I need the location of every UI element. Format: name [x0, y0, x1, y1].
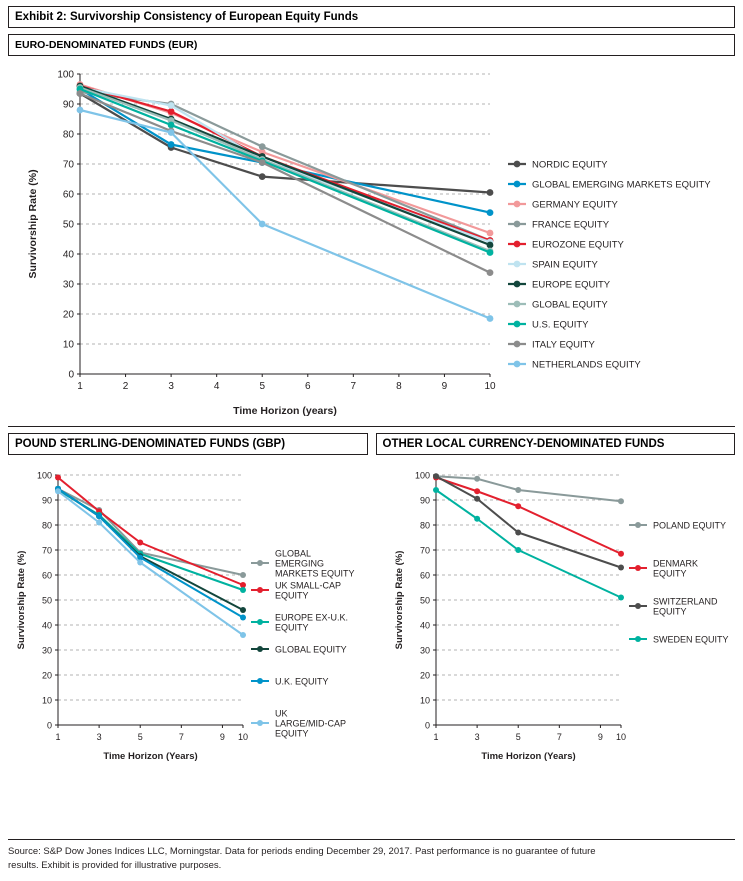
svg-text:30: 30: [41, 645, 52, 656]
svg-text:7: 7: [178, 732, 184, 742]
svg-text:EMERGING: EMERGING: [275, 558, 325, 569]
svg-text:10: 10: [62, 339, 74, 351]
svg-text:80: 80: [41, 520, 52, 531]
svg-text:5: 5: [137, 732, 143, 742]
svg-text:100: 100: [36, 470, 52, 481]
svg-text:40: 40: [419, 620, 430, 631]
svg-text:10: 10: [237, 732, 249, 742]
svg-text:40: 40: [62, 249, 74, 261]
svg-text:1: 1: [55, 732, 61, 742]
svg-text:10: 10: [419, 695, 430, 706]
svg-text:6: 6: [304, 381, 311, 392]
svg-text:70: 70: [419, 545, 430, 556]
source-line-2: results. Exhibit is provided for illustrative purposes.: [8, 860, 222, 872]
svg-text:30: 30: [419, 645, 430, 656]
svg-text:Time Horizon (Years): Time Horizon (Years): [103, 751, 198, 762]
svg-text:UK SMALL-CAP: UK SMALL-CAP: [275, 580, 342, 591]
svg-text:1: 1: [77, 381, 83, 392]
svg-text:3: 3: [168, 381, 174, 392]
svg-text:POLAND EQUITY: POLAND EQUITY: [653, 520, 727, 531]
svg-text:4: 4: [213, 381, 220, 392]
svg-text:10: 10: [41, 695, 52, 706]
svg-text:20: 20: [419, 670, 430, 681]
svg-text:SPAIN EQUITY: SPAIN EQUITY: [532, 259, 598, 271]
svg-text:DENMARK: DENMARK: [653, 558, 699, 569]
svg-text:U.S. EQUITY: U.S. EQUITY: [532, 319, 589, 331]
chart-other-currency: [376, 463, 736, 783]
svg-text:7: 7: [556, 732, 562, 742]
svg-text:SWEDEN EQUITY: SWEDEN EQUITY: [653, 634, 729, 645]
section-header-gbp: POUND STERLING-DENOMINATED FUNDS (GBP): [8, 433, 368, 455]
source-note: [8, 839, 735, 873]
svg-text:UK: UK: [275, 708, 288, 719]
svg-text:9: 9: [441, 381, 448, 392]
svg-text:FRANCE EQUITY: FRANCE EQUITY: [532, 219, 610, 231]
svg-text:60: 60: [41, 570, 52, 581]
svg-text:100: 100: [57, 69, 74, 81]
svg-text:EUROPE EX-U.K.: EUROPE EX-U.K.: [275, 612, 349, 623]
svg-text:100: 100: [414, 470, 430, 481]
svg-text:Time Horizon (Years): Time Horizon (Years): [481, 751, 576, 762]
svg-text:60: 60: [62, 189, 74, 201]
bottom-charts-row: [8, 461, 735, 783]
svg-text:SWITZERLAND: SWITZERLAND: [653, 596, 718, 607]
svg-text:30: 30: [62, 279, 74, 291]
svg-text:3: 3: [474, 732, 480, 742]
divider: [8, 426, 735, 427]
exhibit-title: Exhibit 2: Survivorship Consistency of European Equity Funds: [8, 6, 735, 28]
svg-text:0: 0: [424, 720, 430, 731]
svg-text:20: 20: [41, 670, 52, 681]
svg-text:GERMANY EQUITY: GERMANY EQUITY: [532, 199, 618, 211]
svg-text:3: 3: [96, 732, 102, 742]
chart-euro-denominated: [8, 60, 735, 420]
svg-text:20: 20: [62, 309, 74, 321]
svg-text:70: 70: [62, 159, 74, 171]
chart-gbp-denominated: [8, 463, 368, 783]
svg-text:MARKETS EQUITY: MARKETS EQUITY: [275, 568, 355, 579]
svg-text:80: 80: [419, 520, 430, 531]
svg-text:40: 40: [41, 620, 52, 631]
svg-text:EQUITY: EQUITY: [653, 568, 687, 579]
section-headers-row: [8, 433, 735, 455]
svg-text:GLOBAL EQUITY: GLOBAL EQUITY: [275, 644, 347, 655]
svg-text:NORDIC EQUITY: NORDIC EQUITY: [532, 159, 608, 171]
svg-text:NETHERLANDS EQUITY: NETHERLANDS EQUITY: [532, 359, 641, 371]
svg-text:GLOBAL EQUITY: GLOBAL EQUITY: [532, 299, 608, 311]
svg-text:90: 90: [41, 495, 52, 506]
exhibit-page: [0, 6, 743, 881]
svg-text:Survivorship Rate (%): Survivorship Rate (%): [394, 550, 405, 650]
svg-text:50: 50: [62, 219, 74, 231]
svg-text:EQUITY: EQUITY: [275, 590, 309, 601]
chart-other-svg: [376, 463, 736, 783]
svg-text:50: 50: [419, 595, 430, 606]
svg-text:10: 10: [484, 381, 496, 392]
svg-text:80: 80: [62, 129, 74, 141]
svg-text:EUROZONE EQUITY: EUROZONE EQUITY: [532, 239, 624, 251]
svg-text:60: 60: [419, 570, 430, 581]
svg-text:0: 0: [68, 369, 74, 381]
svg-text:5: 5: [515, 732, 521, 742]
section-header-other: OTHER LOCAL CURRENCY-DENOMINATED FUNDS: [376, 433, 736, 455]
svg-text:GLOBAL: GLOBAL: [275, 548, 312, 559]
svg-text:90: 90: [419, 495, 430, 506]
svg-text:9: 9: [597, 732, 603, 742]
svg-text:7: 7: [350, 381, 357, 392]
chart-euro-svg: [8, 60, 735, 420]
svg-text:9: 9: [219, 732, 225, 742]
section-header-euro: EURO-DENOMINATED FUNDS (EUR): [8, 34, 735, 56]
svg-text:0: 0: [46, 720, 52, 731]
svg-text:Survivorship Rate (%): Survivorship Rate (%): [16, 550, 27, 650]
svg-text:2: 2: [122, 381, 129, 392]
svg-text:U.K. EQUITY: U.K. EQUITY: [275, 676, 329, 687]
svg-text:ITALY EQUITY: ITALY EQUITY: [532, 339, 595, 351]
svg-text:Survivorship Rate (%): Survivorship Rate (%): [27, 169, 39, 279]
svg-text:Time Horizon (years): Time Horizon (years): [233, 405, 337, 417]
svg-text:50: 50: [41, 595, 52, 606]
svg-text:70: 70: [41, 545, 52, 556]
svg-text:1: 1: [433, 732, 439, 742]
svg-text:90: 90: [62, 99, 74, 111]
svg-text:10: 10: [615, 732, 627, 742]
svg-text:EQUITY: EQUITY: [275, 728, 309, 739]
svg-text:LARGE/MID-CAP: LARGE/MID-CAP: [275, 718, 347, 729]
svg-text:5: 5: [259, 381, 266, 392]
svg-text:EQUITY: EQUITY: [653, 606, 687, 617]
svg-text:8: 8: [396, 381, 402, 392]
source-line-1: Source: S&P Dow Jones Indices LLC, Morningstar. Data for periods ending December 29, 2017. Past performance is no guarantee of future: [8, 846, 596, 858]
svg-text:EQUITY: EQUITY: [275, 622, 309, 633]
svg-text:GLOBAL EMERGING MARKETS EQUITY: GLOBAL EMERGING MARKETS EQUITY: [532, 179, 711, 191]
chart-gbp-svg: [8, 463, 368, 783]
svg-text:EUROPE EQUITY: EUROPE EQUITY: [532, 279, 611, 291]
